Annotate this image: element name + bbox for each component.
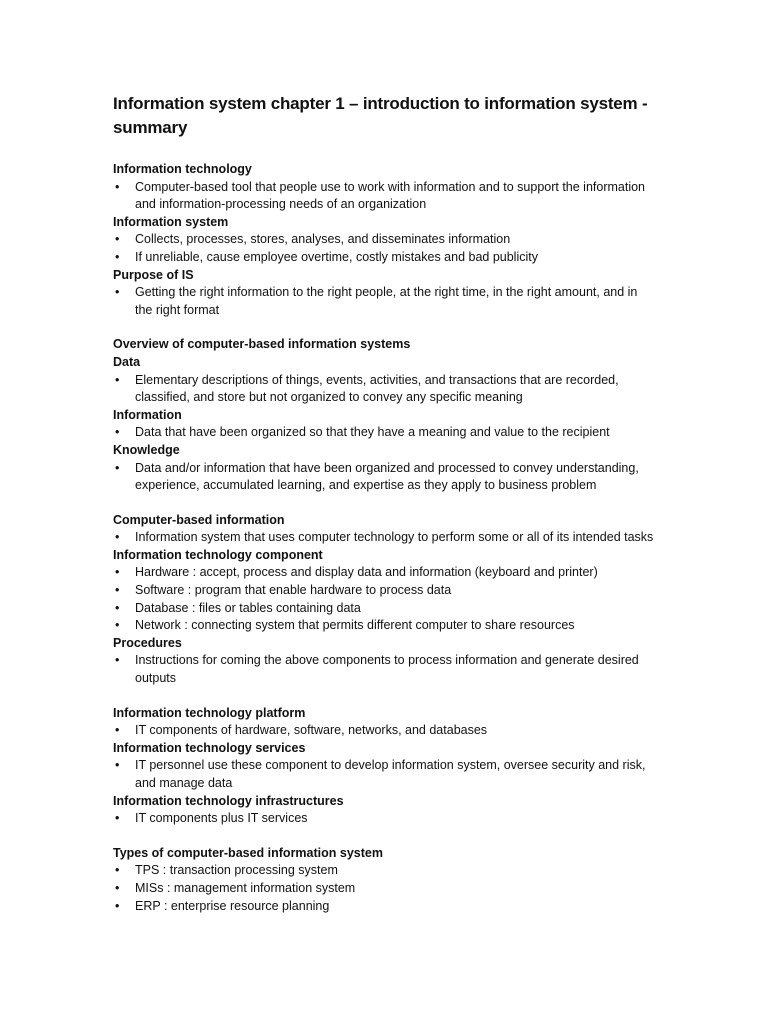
- section-heading: Data: [113, 354, 141, 369]
- bullet-text: MISs : management information system: [135, 880, 356, 895]
- bullet-icon: •: [115, 565, 120, 580]
- document-body: [113, 161, 658, 915]
- bullet-icon: •: [115, 425, 120, 440]
- bullet-item: [113, 529, 658, 547]
- bullet-icon: •: [115, 811, 120, 826]
- document-page: [113, 92, 658, 915]
- bullet-icon: •: [115, 249, 120, 264]
- bullet-item: [113, 652, 658, 687]
- bullet-icon: •: [115, 460, 120, 475]
- bullet-text: Elementary descriptions of things, events, activities, and transactions that are recorded, classified, and store but not organized to convey any specific meaning: [135, 372, 619, 405]
- section-heading: Information: [113, 407, 182, 422]
- bullet-item: [113, 372, 658, 407]
- section-heading: Information technology services: [113, 740, 306, 755]
- bullet-list: [113, 460, 658, 495]
- bullet-item: [113, 460, 658, 495]
- section-heading: Purpose of IS: [113, 267, 194, 282]
- bullet-list: [113, 810, 658, 828]
- section-heading: Information technology component: [113, 547, 323, 562]
- bullet-text: Instructions for coming the above components to process information and generate desired outputs: [135, 653, 639, 686]
- bullet-item: [113, 757, 658, 792]
- bullet-text: TPS : transaction processing system: [135, 863, 338, 878]
- bullet-item: [113, 722, 658, 740]
- bullet-icon: •: [115, 530, 120, 545]
- bullet-text: Data and/or information that have been organized and processed to convey understanding, experience, accumulated learning, and expertise as they apply to business problem: [135, 460, 639, 493]
- bullet-item: [113, 600, 658, 618]
- bullet-icon: •: [115, 880, 120, 895]
- section: [113, 512, 658, 688]
- section: [113, 845, 658, 915]
- bullet-text: Getting the right information to the right people, at the right time, in the right amount, and in the right format: [135, 285, 638, 317]
- bullet-list: [113, 372, 658, 407]
- bullet-list: [113, 652, 658, 687]
- bullet-text: IT components plus IT services: [135, 811, 308, 826]
- bullet-item: [113, 898, 658, 916]
- bullet-item: [113, 862, 658, 880]
- section-heading: Procedures: [113, 635, 182, 650]
- bullet-item: [113, 880, 658, 898]
- bullet-icon: •: [115, 618, 120, 633]
- bullet-list: [113, 424, 658, 442]
- bullet-text: Information system that uses computer technology to perform some or all of its intended tasks: [135, 530, 654, 545]
- bullet-text: Collects, processes, stores, analyses, and disseminates information: [135, 232, 511, 247]
- bullet-icon: •: [115, 898, 120, 913]
- bullet-text: Computer-based tool that people use to work with information and to support the information and information-processing needs of an organization: [135, 179, 646, 212]
- bullet-text: Data that have been organized so that they have a meaning and value to the recipient: [135, 425, 610, 440]
- bullet-list: [113, 284, 658, 319]
- bullet-list: [113, 757, 658, 792]
- bullet-icon: •: [115, 285, 120, 300]
- bullet-text: IT personnel use these component to develop information system, oversee security and risk, and manage data: [135, 758, 646, 790]
- bullet-icon: •: [115, 600, 120, 615]
- bullet-text: Network : connecting system that permits different computer to share resources: [135, 618, 575, 633]
- bullet-icon: •: [115, 372, 120, 387]
- bullet-icon: •: [115, 863, 120, 878]
- bullet-item: [113, 617, 658, 635]
- bullet-item: [113, 424, 658, 442]
- bullet-list: [113, 862, 658, 915]
- section-heading: Overview of computer-based information systems: [113, 337, 411, 352]
- section: [113, 161, 658, 319]
- section-heading: Computer-based information: [113, 512, 285, 527]
- section-heading: Types of computer-based information system: [113, 845, 383, 860]
- section: [113, 336, 658, 494]
- section-heading: Information system: [113, 214, 229, 229]
- bullet-text: Software : program that enable hardware to process data: [135, 583, 452, 598]
- section-heading: Information technology: [113, 162, 252, 176]
- bullet-item: [113, 179, 658, 214]
- bullet-text: If unreliable, cause employee overtime, costly mistakes and bad publicity: [135, 249, 538, 264]
- section-heading: Information technology infrastructures: [113, 793, 344, 808]
- bullet-list: [113, 231, 658, 266]
- bullet-item: [113, 231, 658, 249]
- section-heading: Information technology platform: [113, 705, 306, 720]
- document-title: Information system chapter 1 – introduction to information system - summary: [113, 94, 648, 137]
- bullet-text: ERP : enterprise resource planning: [135, 898, 330, 913]
- bullet-text: Hardware : accept, process and display data and information (keyboard and printer): [135, 565, 598, 580]
- bullet-icon: •: [115, 232, 120, 247]
- bullet-icon: •: [115, 653, 120, 668]
- bullet-icon: •: [115, 758, 120, 773]
- bullet-item: [113, 582, 658, 600]
- bullet-list: [113, 179, 658, 214]
- bullet-text: IT components of hardware, software, networks, and databases: [135, 723, 488, 738]
- bullet-item: [113, 284, 658, 319]
- bullet-list: [113, 564, 658, 634]
- bullet-icon: •: [115, 723, 120, 738]
- section-heading: Knowledge: [113, 442, 180, 457]
- bullet-icon: •: [115, 179, 120, 194]
- bullet-list: [113, 722, 658, 740]
- bullet-list: [113, 529, 658, 547]
- bullet-item: [113, 249, 658, 267]
- section: [113, 705, 658, 828]
- bullet-text: Database : files or tables containing data: [135, 600, 361, 615]
- bullet-item: [113, 810, 658, 828]
- bullet-item: [113, 564, 658, 582]
- bullet-icon: •: [115, 583, 120, 598]
